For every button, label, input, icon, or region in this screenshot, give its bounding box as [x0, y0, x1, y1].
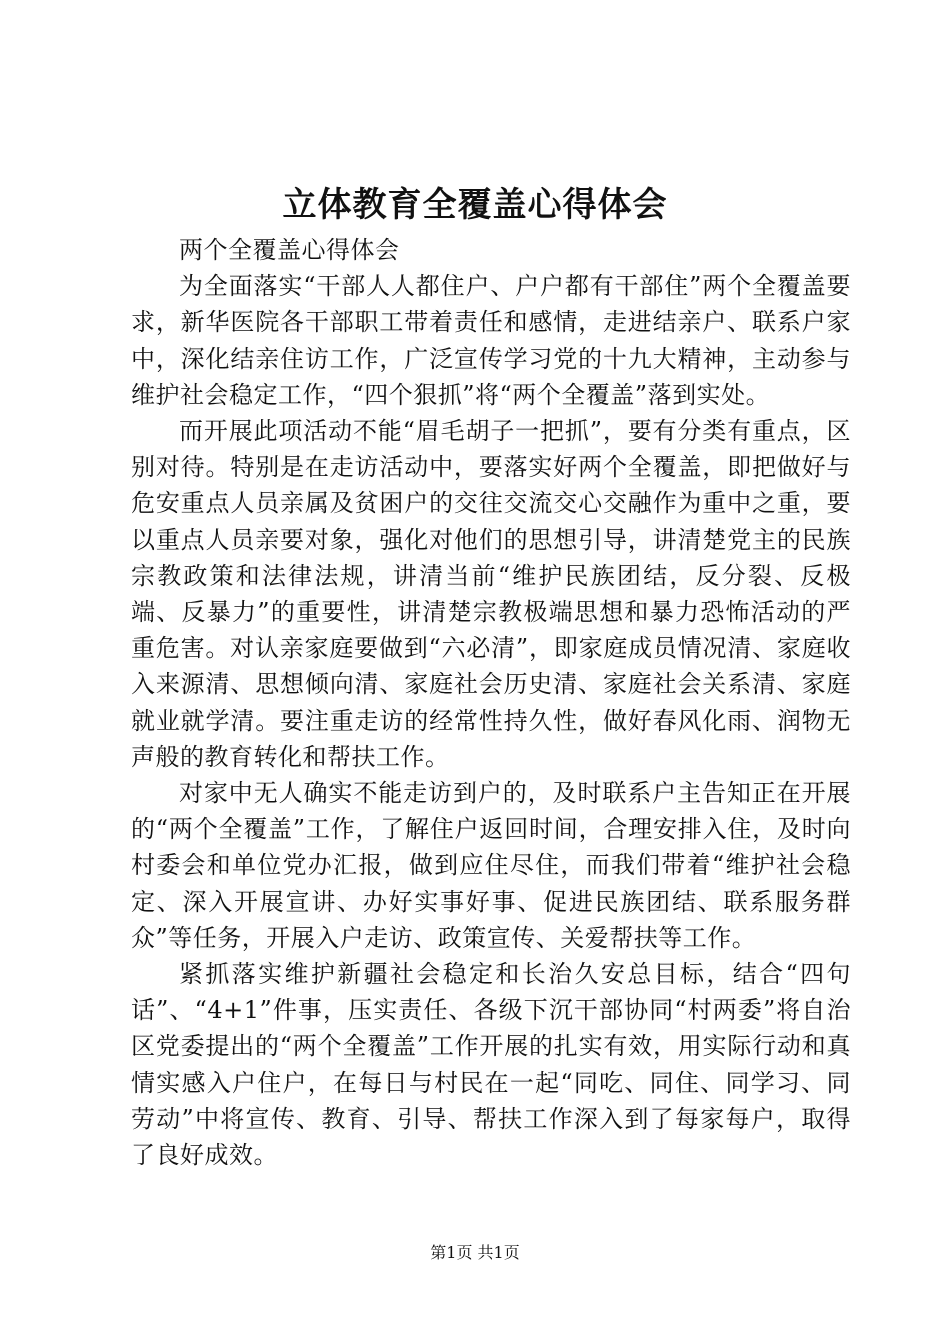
paragraph: 为全面落实“干部人人都住户、户户都有干部住”两个全覆盖要求，新华医院各干部职工带着责任和感情，走进结亲户、联系户家中，深化结亲住访工作，广泛宣传学习党的十九大精神，主动参与维护社会稳定工作，“四个狠抓”将“两个全覆盖”落到实处。	[131, 272, 851, 409]
paragraph: 而开展此项活动不能“眉毛胡子一把抓”，要有分类有重点，区别对待。特别是在走访活动中，要落实好两个全覆盖，即把做好与危安重点人员亲属及贫困户的交往交流交心交融作为重中之重，要以重点人员亲要对象，强化对他们的思想引导，讲清楚党主的民族宗教政策和法律法规，讲清当前“维护民族团结，反分裂、反极端、反暴力”的重要性，讲清楚宗教极端思想和暴力恐怖活动的严重危害。对认亲家庭要做到“六必清”，即家庭成员情况清、家庭收入来源清、思想倾向清、家庭社会历史清、家庭社会关系清、家庭就业就学清。要注重走访的经常性持久性，做好春风化雨、润物无声般的教育转化和帮扶工作。	[131, 417, 851, 771]
paragraph: 对家中无人确实不能走访到户的，及时联系户主告知正在开展的“两个全覆盖”工作，了解住户返回时间，合理安排入住，及时向村委会和单位党办汇报，做到应住尽住，而我们带着“维护社会稳定、深入开展宣讲、办好实事好事、促进民族团结、联系服务群众”等任务，开展入户走访、政策宣传、关爱帮扶等工作。	[131, 779, 851, 952]
paragraph: 紧抓落实维护新疆社会稳定和长治久安总目标，结合“四句话”、“4+1”件事，压实责任、各级下沉干部协同“村两委”将自治区党委提出的“两个全覆盖”工作开展的扎实有效，用实际行动和真情实感入户住户，在每日与村民在一起“同吃、同住、同学习、同劳动”中将宣传、教育、引导、帮扶工作深入到了每家每户，取得了良好成效。	[131, 960, 851, 1170]
paragraph-subtitle: 两个全覆盖心得体会	[179, 236, 400, 264]
document-title: 立体教育全覆盖心得体会	[282, 185, 668, 225]
document-body	[131, 232, 851, 1173]
page-footer: 第1页 共1页	[430, 1243, 520, 1262]
